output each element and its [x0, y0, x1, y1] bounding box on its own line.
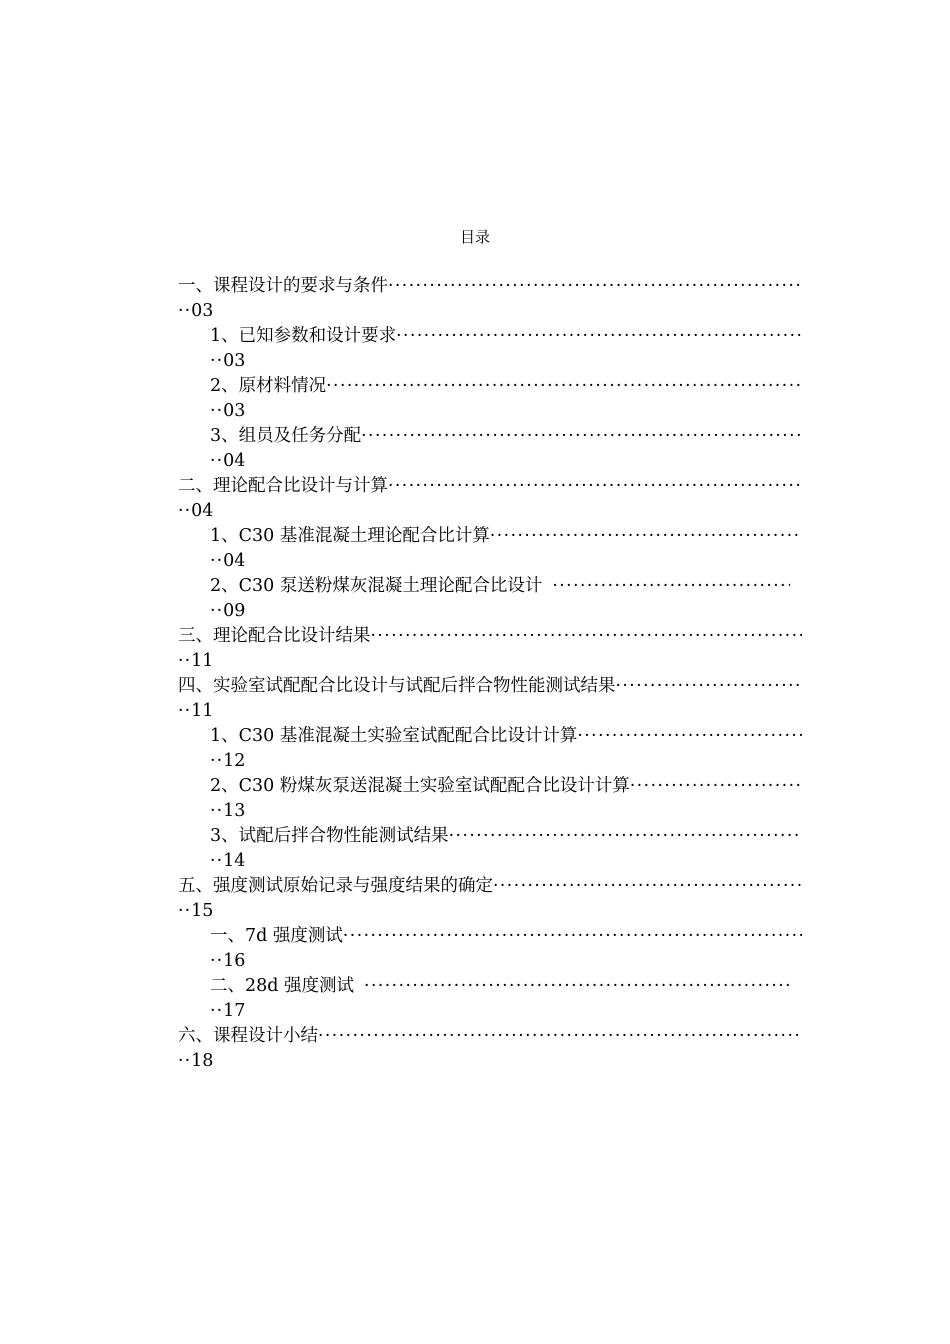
dot-leader-tail: ··	[210, 451, 224, 471]
dot-leader	[552, 574, 790, 599]
toc-entry-title: 2、C30 泵送粉煤灰混凝土理论配合比设计	[210, 576, 543, 596]
dot-leader	[364, 974, 790, 999]
toc-entry[interactable]	[178, 924, 802, 974]
dot-leader	[326, 374, 802, 399]
toc-entry-title: 六、课程设计小结	[178, 1026, 318, 1046]
dot-leader-tail: ··	[210, 1001, 224, 1021]
toc-entry-title: 1、C30 基准混凝土理论配合比计算	[210, 526, 490, 546]
dot-leader-tail: ··	[210, 351, 224, 371]
toc-title: 目录	[459, 228, 490, 246]
toc-entry[interactable]	[178, 374, 802, 424]
toc-entry[interactable]	[178, 324, 802, 374]
dot-leader	[343, 924, 802, 949]
toc-entry-title: 一、课程设计的要求与条件	[178, 276, 388, 296]
toc-entry[interactable]	[178, 424, 802, 474]
toc-entry[interactable]	[178, 974, 802, 1024]
toc-entry-page: 09	[223, 601, 246, 621]
toc-entry-page: 14	[223, 851, 246, 871]
toc-entry[interactable]	[178, 674, 802, 724]
toc-entry-page: 04	[223, 451, 246, 471]
toc-entry-page: 11	[191, 701, 214, 721]
toc-entry-title: 一、7d 强度测试	[210, 926, 343, 946]
dot-leader-tail: ··	[178, 701, 192, 721]
dot-leader	[630, 774, 802, 799]
dot-leader-tail: ··	[210, 951, 224, 971]
toc-entry-title: 三、理论配合比设计结果	[178, 626, 371, 646]
dot-leader	[361, 424, 802, 449]
toc-entry-page: 03	[223, 351, 246, 371]
toc-entry-page: 17	[223, 1001, 246, 1021]
toc-entry-page: 12	[223, 751, 246, 771]
toc-entry-title: 五、强度测试原始记录与强度结果的确定	[178, 876, 493, 896]
toc-entry[interactable]	[178, 474, 802, 524]
dot-leader-tail: ··	[210, 851, 224, 871]
dot-leader-tail: ··	[178, 501, 192, 521]
dot-leader-tail: ··	[178, 1051, 192, 1071]
toc-entry[interactable]	[178, 874, 802, 924]
toc-entry-page: 03	[191, 301, 214, 321]
dot-leader-tail: ··	[210, 551, 224, 571]
toc-entry-title: 2、原材料情况	[210, 376, 327, 396]
toc-entry-page: 04	[191, 501, 214, 521]
toc-entry-title: 3、组员及任务分配	[210, 426, 362, 446]
dot-leader	[616, 674, 803, 699]
dot-leader	[493, 874, 802, 899]
dot-leader-tail: ··	[210, 751, 224, 771]
dot-leader	[396, 324, 802, 349]
toc-entry[interactable]	[178, 1024, 802, 1074]
toc-entry[interactable]	[178, 574, 802, 624]
toc-entry[interactable]	[178, 824, 802, 874]
dot-leader	[318, 1024, 802, 1049]
toc-entry-page: 13	[223, 801, 246, 821]
dot-leader-tail: ··	[210, 401, 224, 421]
dot-leader	[388, 474, 802, 499]
toc-entry[interactable]	[178, 724, 802, 774]
toc-entry-title: 1、已知参数和设计要求	[210, 326, 397, 346]
dot-leader-tail: ··	[210, 601, 224, 621]
toc-entry-title: 二、理论配合比设计与计算	[178, 476, 388, 496]
toc-entry-title: 四、实验室试配配合比设计与试配后拌合物性能测试结果	[178, 676, 616, 696]
toc-entry-page: 03	[223, 401, 246, 421]
toc-entry-page: 15	[191, 901, 214, 921]
toc-entry[interactable]	[178, 274, 802, 324]
table-of-contents	[178, 274, 802, 1074]
toc-entry-title: 3、试配后拌合物性能测试结果	[210, 826, 449, 846]
toc-entry[interactable]	[178, 774, 802, 824]
dot-leader	[371, 624, 803, 649]
dot-leader-tail: ··	[178, 651, 192, 671]
toc-entry-page: 11	[191, 651, 214, 671]
dot-leader-tail: ··	[210, 801, 224, 821]
dot-leader	[577, 724, 802, 749]
toc-entry[interactable]	[178, 624, 802, 674]
dot-leader	[490, 524, 802, 549]
toc-entry-page: 18	[191, 1051, 214, 1071]
toc-entry-title: 1、C30 基准混凝土实验室试配配合比设计计算	[210, 726, 578, 746]
toc-entry[interactable]	[178, 524, 802, 574]
toc-entry-title: 2、C30 粉煤灰泵送混凝土实验室试配配合比设计计算	[210, 776, 630, 796]
dot-leader-tail: ··	[178, 301, 192, 321]
toc-entry-title: 二、28d 强度测试	[210, 976, 355, 996]
toc-entry-page: 04	[223, 551, 246, 571]
dot-leader	[449, 824, 802, 849]
dot-leader	[388, 274, 802, 299]
dot-leader-tail: ··	[178, 901, 192, 921]
toc-entry-page: 16	[223, 951, 246, 971]
